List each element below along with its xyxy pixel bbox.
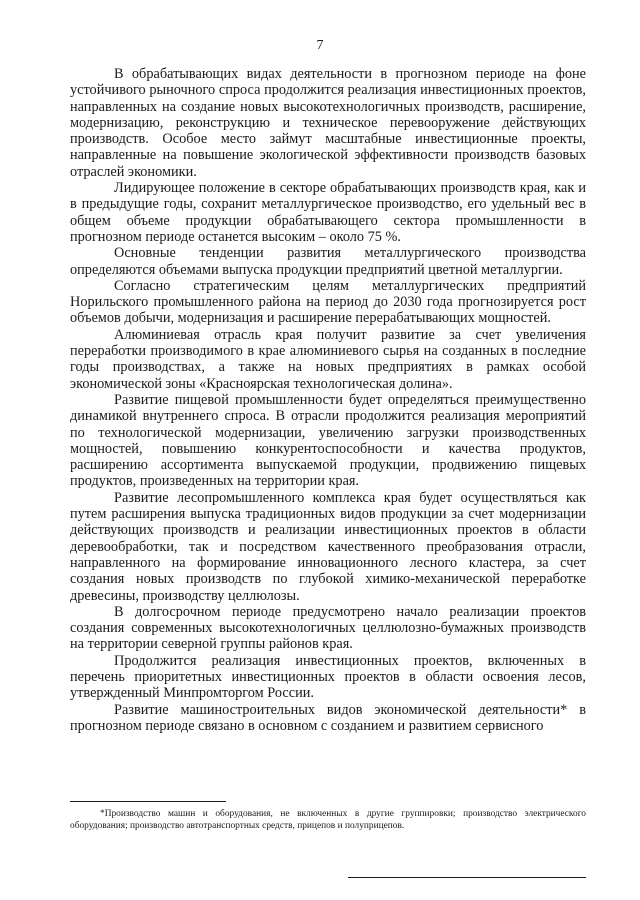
paragraph-timber-complex: Развитие лесопромышленного комплекса края будет осуществляться как путем расширения выпуска традиционных видов продукции за счет модернизации действующих производств и реализации инвестиционных проектов в области деревообработки, так и посредством качественного преобразования отрасли, направленного на формирование инновационного лесного кластера, за счет создания новых производств по глубокой химико-механической переработке древесины, производству целлюлозы. <box>70 489 586 604</box>
bottom-rule <box>348 877 586 878</box>
footnote: *Производство машин и оборудования, не включенных в другие группировки; производство электрического оборудования; производство автотранспортных средств, прицепов и полуприцепов. <box>70 809 586 831</box>
paragraph-priority-projects: Продолжится реализация инвестиционных проектов, включенных в перечень приоритетных инвестиционных проектов в области освоения лесов, утвержденный Минпромторгом России. <box>70 652 586 702</box>
paragraph-pulp-paper: В долгосрочном периоде предусмотрено начало реализации проектов создания современных высокотехнологичных целлюлозно-бумажных производств на территории северной группы районов края. <box>70 603 586 653</box>
paragraph-metallurgy-trends: Основные тенденции развития металлургического производства определяются объемами выпуска продукции предприятий цветной металлургии. <box>70 245 586 278</box>
paragraph-aluminium-industry: Алюминиевая отрасль края получит развитие за счет увеличения переработки производимого в крае алюминиевого сырья на созданных в последние годы производствах, а также на новых предприятиях в рамках особой экономической зоны «Красноярская технологическая долина». <box>70 326 586 392</box>
paragraph-metallurgy-leading: Лидирующее положение в секторе обрабатывающих производств края, как и в предыдущие годы, сохранит металлургическое производство, его удельный вес в общем объеме продукции обрабатывающего сектора промышленности в прогнозном периоде останется высоким – около 75 %. <box>70 180 586 245</box>
paragraph-manufacturing-investment: В обрабатывающих видах деятельности в прогнозном периоде на фоне устойчивого рыночного спроса продолжится реализация инвестиционных проектов, направленных на создание новых высокотехнологичных производств, расширение, модернизацию, реконструкцию и техническое перевооружение действующих производств. Особое место займут масштабные инвестиционные проекты, направленные на повышение экологической эффективности производств базовых отраслей экономики. <box>70 66 586 180</box>
paragraph-norilsk-strategy: Согласно стратегическим целям металлургических предприятий Норильского промышленного района на период до 2030 года прогнозируется рост объемов добычи, модернизация и расширение перерабатывающих мощностей. <box>70 277 586 327</box>
paragraph-food-industry: Развитие пищевой промышленности будет определяться преимущественно динамикой внутреннего спроса. В отрасли продолжится реализация мероприятий по технологической модернизации, увеличению загрузки производственных мощностей, повышению конкурентоспособности и качества продуктов, расширению ассортимента выпускаемой продукции, продвижению пищевых продуктов, произведенных на территории края. <box>70 391 586 490</box>
paragraph-machine-building: Развитие машиностроительных видов экономической деятельности* в прогнозном периоде связано в основном с созданием и развитием сервисного <box>70 701 586 734</box>
page-number: 7 <box>316 38 324 53</box>
footnote-separator <box>70 801 226 802</box>
body-text <box>70 66 586 734</box>
